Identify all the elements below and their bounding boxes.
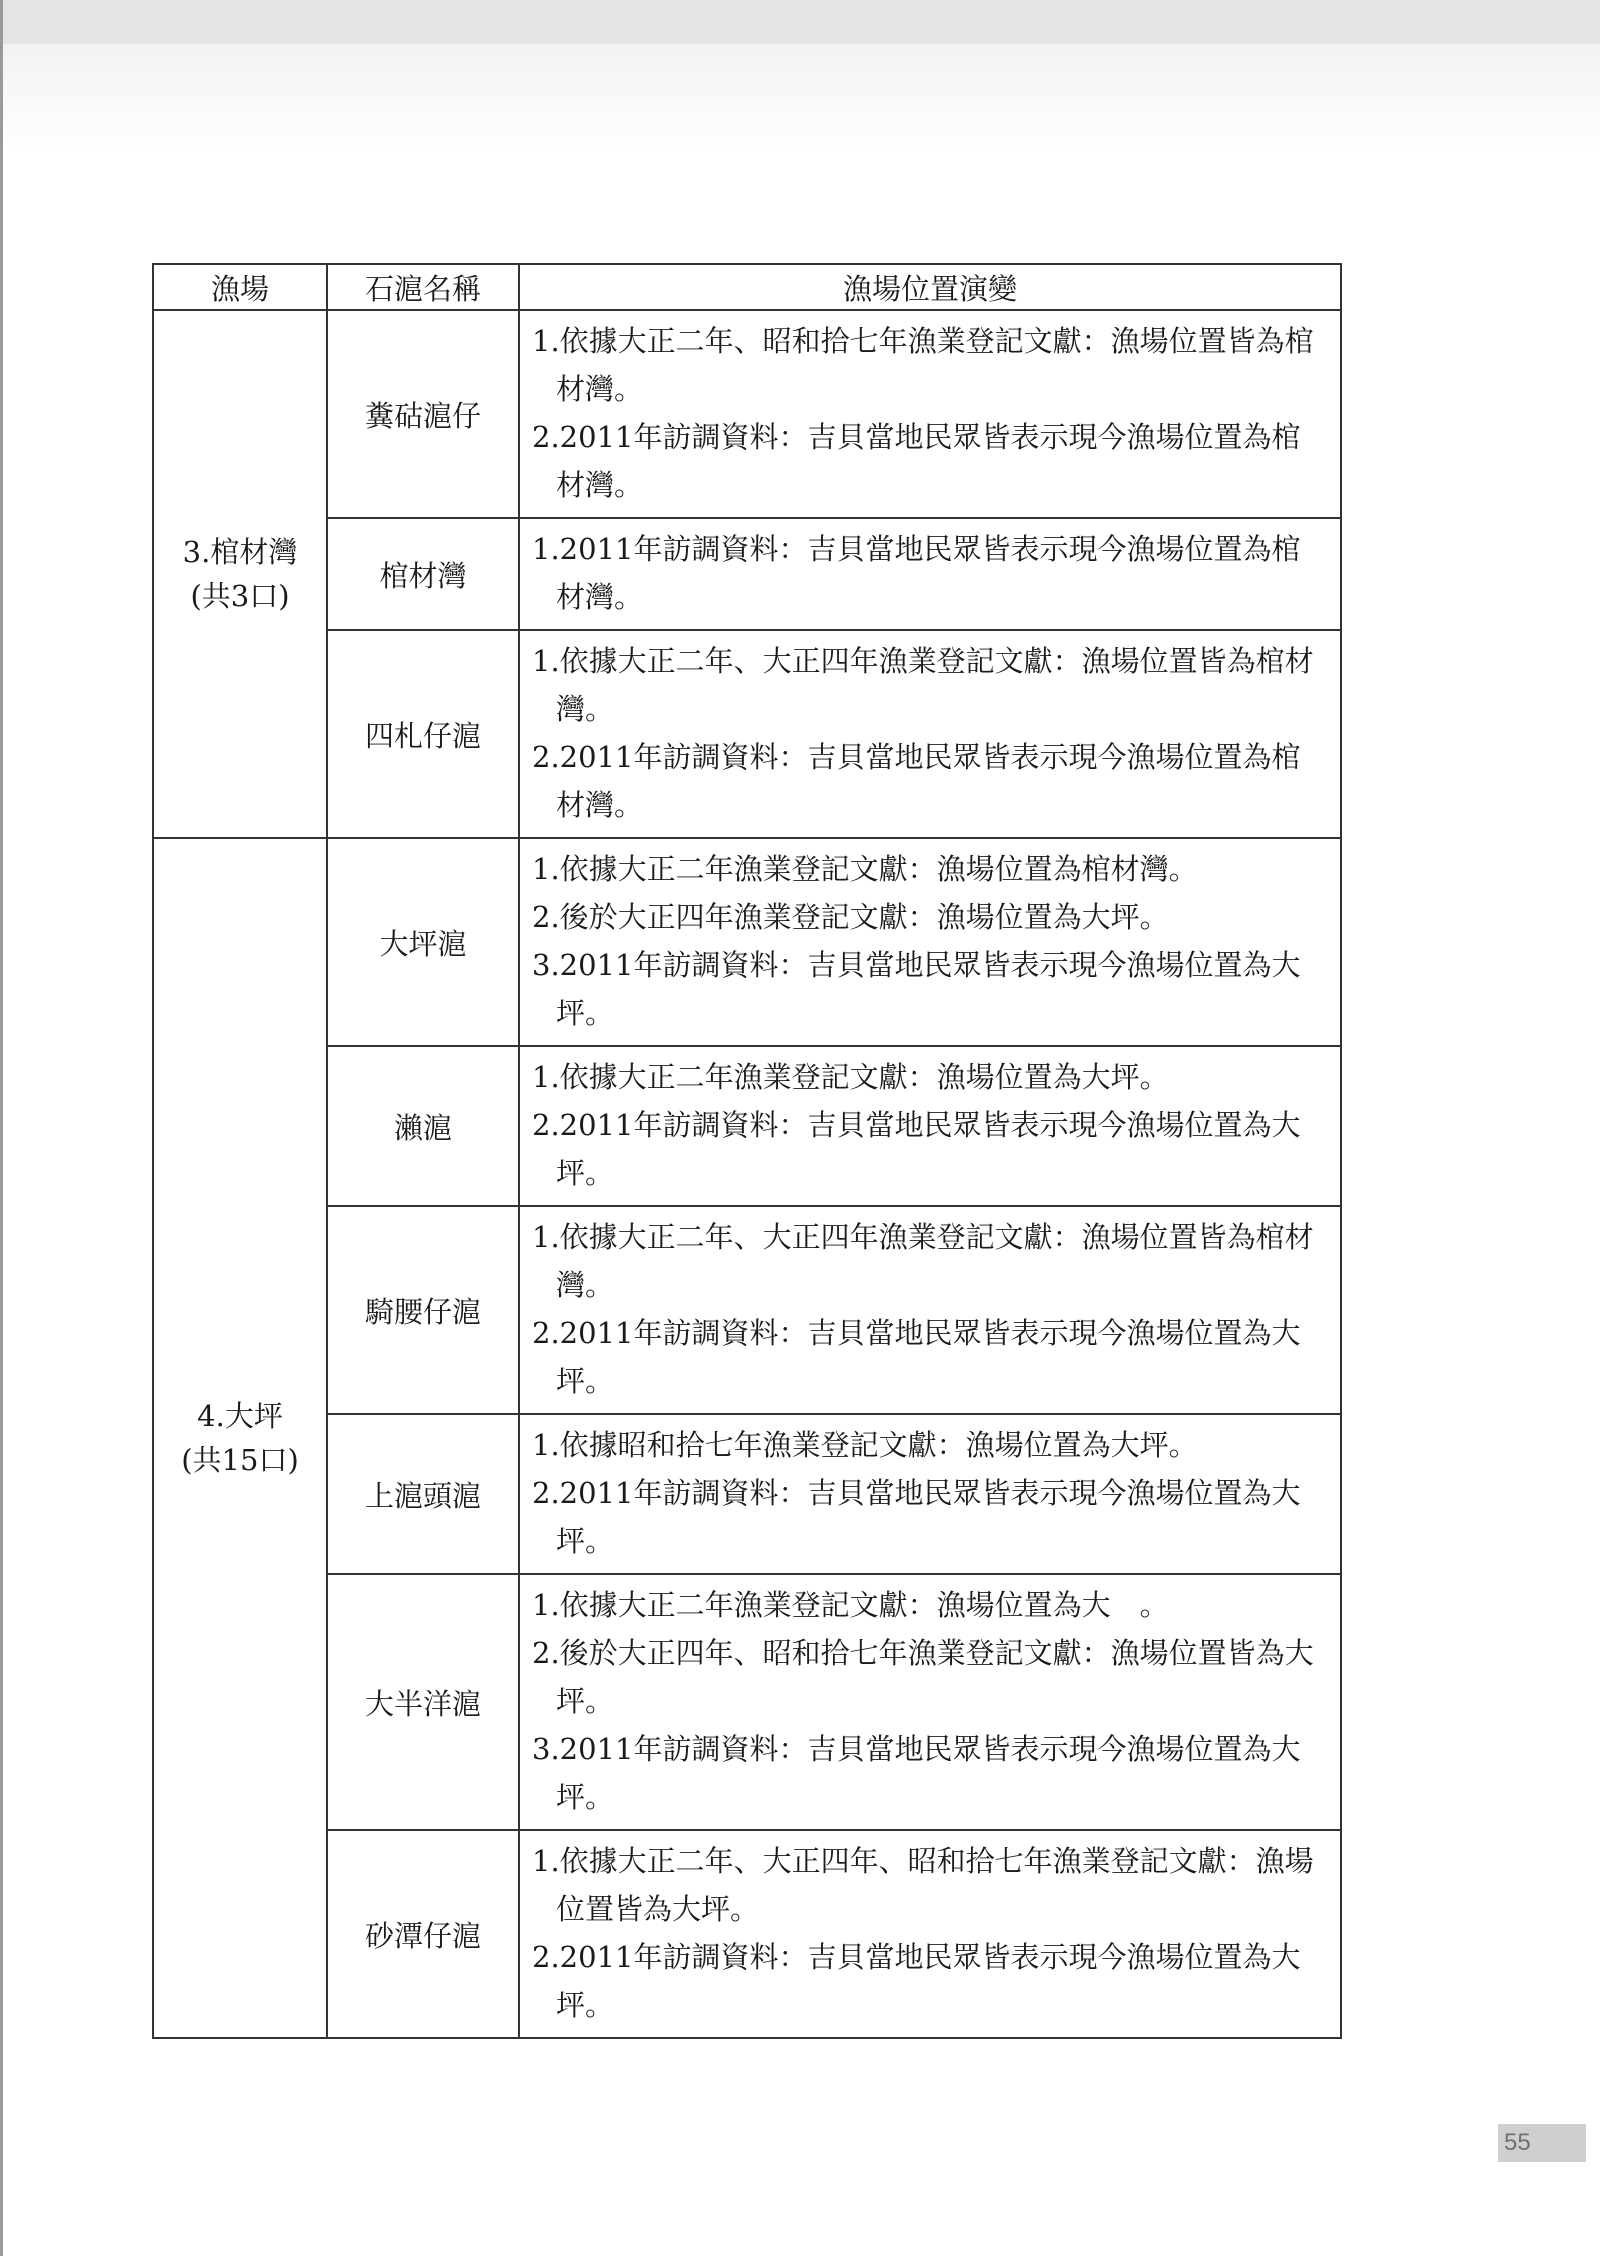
location-change-item: 2.2011年訪調資料：吉貝當地民眾皆表示現今漁場位置為大坪。 [532,1108,1301,1190]
location-change-item: 1.依據大正二年、大正四年漁業登記文獻：漁場位置皆為棺材灣。 [532,644,1314,726]
header-weir-name: 石滬名稱 [327,264,519,310]
location-change-item: 2.2011年訪調資料：吉貝當地民眾皆表示現今漁場位置為大坪。 [532,1940,1301,2022]
table-row [153,838,1341,1046]
location-change-cell [519,1046,1341,1206]
table-row [153,1574,1341,1830]
table-header-row [153,264,1341,310]
weir-name-cell: 騎腰仔滬 [327,1206,519,1414]
location-change-item: 2.2011年訪調資料：吉貝當地民眾皆表示現今漁場位置為大坪。 [532,1316,1301,1398]
location-change-item: 2.2011年訪調資料：吉貝當地民眾皆表示現今漁場位置為大坪。 [532,1476,1301,1558]
weir-name-cell: 大坪滬 [327,838,519,1046]
table-row [153,1830,1341,2038]
location-change-cell [519,1830,1341,2038]
weir-name-cell: 瀨滬 [327,1046,519,1206]
location-change-item: 2.後於大正四年、昭和拾七年漁業登記文獻：漁場位置皆為大坪。 [532,1636,1314,1718]
location-change-item: 1.依據大正二年漁業登記文獻：漁場位置為大 。 [532,1588,1169,1622]
location-change-item: 3.2011年訪調資料：吉貝當地民眾皆表示現今漁場位置為大坪。 [532,948,1301,1030]
location-change-cell [519,630,1341,838]
location-change-cell [519,1206,1341,1414]
weir-name-cell: 糞𥑮滬仔 [327,310,519,518]
page-number: 55 [1498,2124,1586,2162]
location-change-item: 1.依據大正二年、大正四年漁業登記文獻：漁場位置皆為棺材灣。 [532,1220,1314,1302]
weir-name-cell: 砂潭仔滬 [327,1830,519,2038]
weir-name-cell: 四札仔滬 [327,630,519,838]
location-change-item: 2.2011年訪調資料：吉貝當地民眾皆表示現今漁場位置為棺材灣。 [532,740,1301,822]
location-change-cell [519,838,1341,1046]
fishing-ground-name: 3.棺材灣 [182,535,298,569]
location-change-cell [519,1414,1341,1574]
location-change-cell [519,518,1341,630]
weir-name-cell: 上滬頭滬 [327,1414,519,1574]
location-change-item: 1.2011年訪調資料：吉貝當地民眾皆表示現今漁場位置為棺材灣。 [532,532,1301,614]
table-row [153,310,1341,518]
fishing-ground-name: 4.大坪 [197,1399,283,1433]
location-change-cell [519,310,1341,518]
scan-top-strip [0,0,1600,44]
fishing-ground-count: (共15口) [181,1443,299,1477]
location-change-item: 2.後於大正四年漁業登記文獻：漁場位置為大坪。 [532,900,1169,934]
table-row [153,1414,1341,1574]
location-change-item: 1.依據大正二年、大正四年、昭和拾七年漁業登記文獻：漁場位置皆為大坪。 [532,1844,1314,1926]
location-change-item: 1.依據大正二年、昭和拾七年漁業登記文獻：漁場位置皆為棺材灣。 [532,324,1314,406]
fishing-ground-count: (共3口) [190,579,290,613]
location-change-item: 1.依據昭和拾七年漁業登記文獻：漁場位置為大坪。 [532,1428,1198,1462]
table-row [153,1206,1341,1414]
location-change-item: 1.依據大正二年漁業登記文獻：漁場位置為大坪。 [532,1060,1169,1094]
table-row [153,630,1341,838]
location-change-cell [519,1574,1341,1830]
weir-name-cell: 棺材灣 [327,518,519,630]
fishing-ground-cell [153,838,327,2038]
fishing-ground-table [152,263,1342,2039]
fishing-ground-cell [153,310,327,838]
weir-name-cell: 大半洋滬 [327,1574,519,1830]
header-location-change: 漁場位置演變 [519,264,1341,310]
location-change-item: 1.依據大正二年漁業登記文獻：漁場位置為棺材灣。 [532,852,1198,886]
header-fishing-ground: 漁場 [153,264,327,310]
table-row [153,1046,1341,1206]
location-change-item: 3.2011年訪調資料：吉貝當地民眾皆表示現今漁場位置為大坪。 [532,1732,1301,1814]
scan-left-edge [0,0,3,2256]
location-change-item: 2.2011年訪調資料：吉貝當地民眾皆表示現今漁場位置為棺材灣。 [532,420,1301,502]
table-row [153,518,1341,630]
